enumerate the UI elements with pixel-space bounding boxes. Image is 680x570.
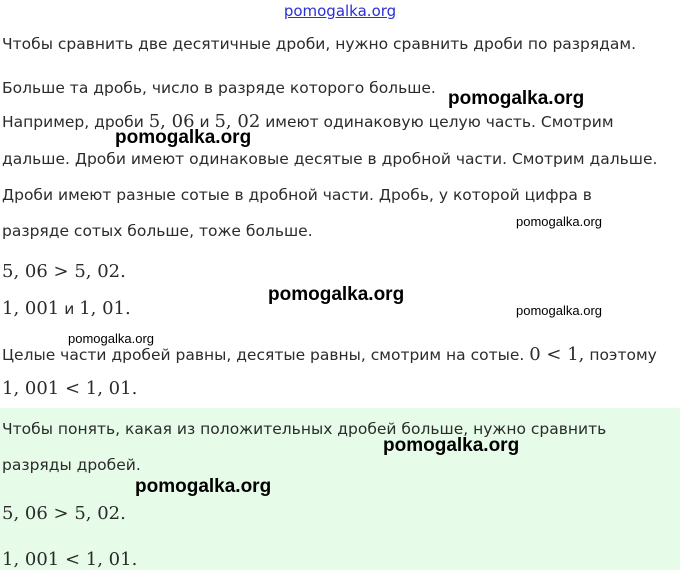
watermark: pomogalka.org — [135, 476, 272, 497]
math-expression: 1, 01. — [79, 298, 131, 319]
paragraph-line: Чтобы сравнить две десятичные дроби, нужно сравнить дроби по разрядам. — [2, 35, 637, 53]
watermark: pomogalka.org — [448, 88, 585, 109]
math-line: 5, 06 > 5, 02. — [2, 261, 126, 282]
paragraph-line — [2, 345, 657, 365]
math-line: 1, 001 < 1, 01. — [2, 378, 138, 399]
watermark: pomogalka.org — [68, 331, 154, 346]
paragraph-line: разряде сотых больше, тоже больше. — [2, 222, 313, 240]
math-line: 1, 001 < 1, 01. — [2, 549, 138, 570]
site-logo-link[interactable]: pomogalka.org — [283, 2, 397, 20]
text: и — [194, 113, 215, 131]
text: и — [59, 300, 80, 318]
math-line — [2, 299, 131, 319]
math-expression: 1, 001 — [2, 298, 60, 319]
text: поэтому — [584, 346, 657, 364]
watermark: pomogalka.org — [115, 127, 252, 148]
watermark: pomogalka.org — [516, 303, 602, 318]
paragraph-line: дальше. Дроби имеют одинаковые десятые в дробной части. Смотрим дальше. — [2, 150, 658, 168]
summary-line: Чтобы понять, какая из положительных дробей больше, нужно сравнить — [2, 420, 607, 438]
watermark: pomogalka.org — [268, 284, 405, 305]
summary-line: разряды дробей. — [2, 456, 141, 474]
math-expression: 5, 02 — [214, 111, 261, 132]
watermark: pomogalka.org — [516, 214, 602, 229]
math-line: 5, 06 > 5, 02. — [2, 503, 126, 524]
watermark: pomogalka.org — [383, 435, 520, 456]
paragraph-line: Больше та дробь, число в разряде которого больше. — [2, 79, 436, 97]
text: имеют одинаковую целую часть. Смотрим — [260, 113, 614, 131]
text: Целые части дробей равны, десятые равны, смотрим на сотые. — [2, 346, 530, 364]
paragraph-line: Дроби имеют разные сотые в дробной части. Дробь, у которой цифра в — [2, 186, 592, 204]
math-expression: 0 < 1, — [529, 344, 585, 365]
math-expression: 5, 06 — [148, 111, 195, 132]
paragraph-line — [2, 112, 614, 132]
text: Например, дроби — [2, 113, 149, 131]
